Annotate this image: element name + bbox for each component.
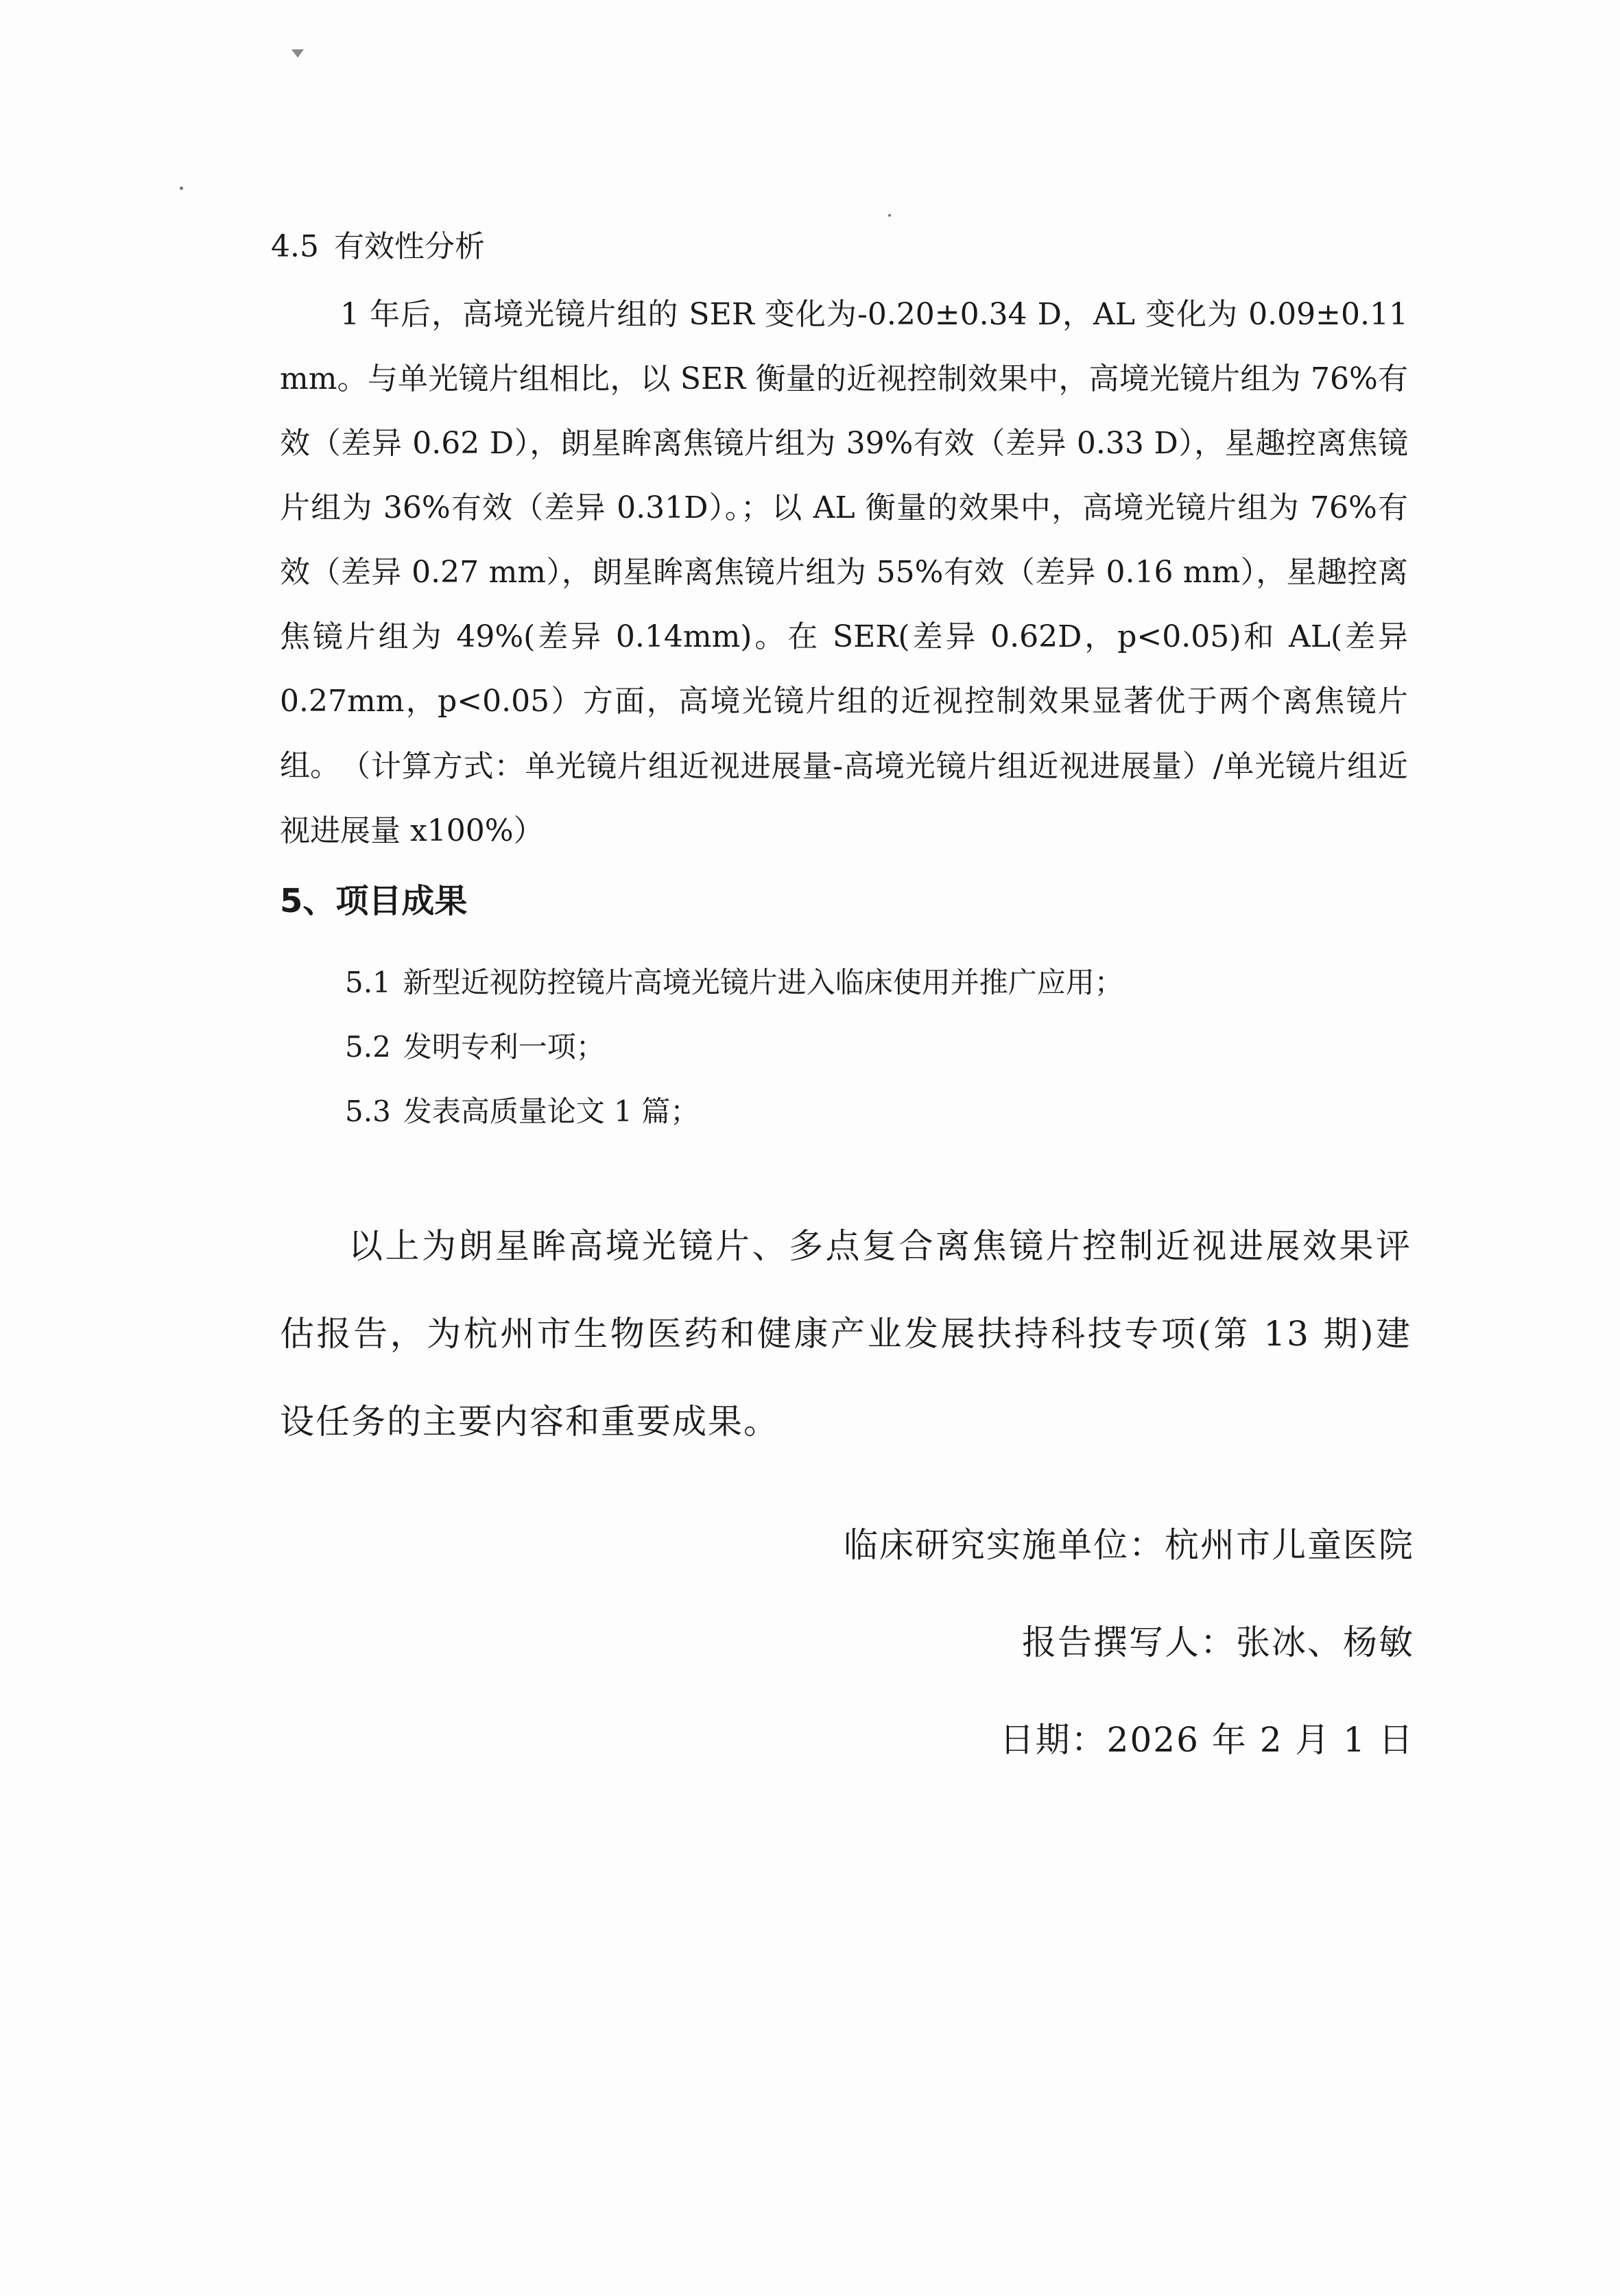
list-item-text: 发明专利一项； [403, 1030, 605, 1064]
list-item [345, 1015, 1123, 1079]
signature-date: 日期：2026 年 2 月 1 日 [999, 1720, 1414, 1760]
effectiveness-paragraph: 1 年后，高境光镜片组的 SER 变化为-0.20±0.34 D，AL 变化为 0.09±0.11 mm。与单光镜片组相比，以 SER 衡量的近视控制效果中，高境光镜片组为 76%有效（差异 0.62 D），朗星眸离焦镜片组为 39%有效（差异 0.33 D），星趣控离焦镜片组为 36%有效（差异 0.31D）。；以 AL 衡量的效果中，高境光镜片组为 76%有效（差异 0.27 mm），朗星眸离焦镜片组为 55%有效（差异 0.16 mm），星趣控离焦镜片组为 49%(差异 0.14mm)。在 SER(差异 0.62D，p<0.05)和 AL(差异 0.27mm，p<0.05）方面，高境光镜片组的近视控制效果显著优于两个离焦镜片组。 [280, 297, 1408, 783]
section-5-heading: 5、项目成果 [280, 882, 468, 920]
list-item [345, 1079, 1123, 1144]
list-item-text: 发表高质量论文 1 篇； [403, 1095, 700, 1128]
results-list [345, 950, 1123, 1144]
signature-author: 报告撰写人：张冰、杨敏 [1022, 1623, 1414, 1662]
list-item [345, 950, 1123, 1015]
list-item-number: 5.1 [345, 966, 391, 999]
section-4-5-heading [271, 226, 485, 267]
scan-speck [180, 187, 183, 190]
section-4-5-title: 有效性分析 [333, 229, 485, 264]
list-item-number: 5.2 [345, 1030, 391, 1064]
summary-paragraph: 以上为朗星眸高境光镜片、多点复合离焦镜片控制近视进展效果评估报告，为杭州市生物医药和健康产业发展扶持科技专项(第 13 期)建设任务的主要内容和重要成果。 [280, 1226, 1411, 1442]
section-4-5-number: 4.5 [271, 229, 319, 264]
scan-speck [888, 214, 891, 217]
scan-speck [291, 49, 304, 58]
list-item-number: 5.3 [345, 1095, 391, 1128]
list-item-text: 新型近视防控镜片高境光镜片进入临床使用并推广应用； [403, 966, 1123, 999]
calculation-note: （计算方式：单光镜片组近视进展量-高境光镜片组近视进展量）/单光镜片组近视进展量 x100%） [280, 749, 1408, 848]
signature-unit: 临床研究实施单位：杭州市儿童医院 [844, 1525, 1414, 1565]
